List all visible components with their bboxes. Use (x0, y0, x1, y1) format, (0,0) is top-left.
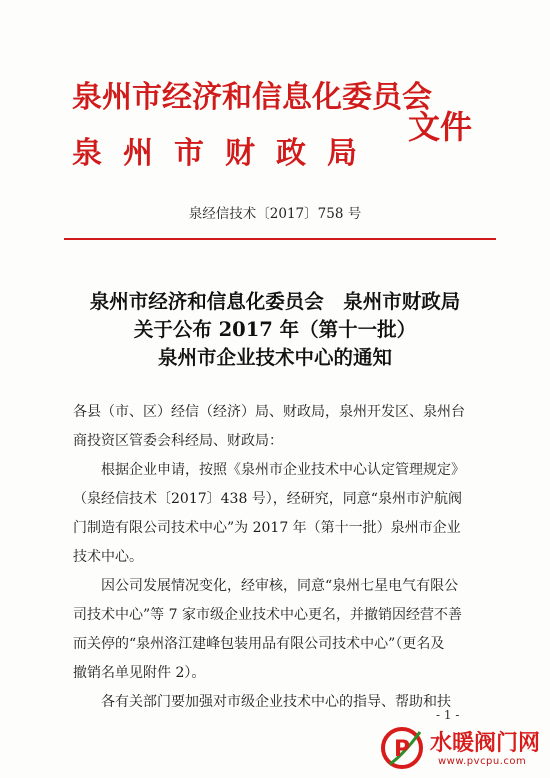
body-line: 各有关部门要加强对市级企业技术中心的指导、帮助和扶 (101, 694, 451, 710)
site-watermark (380, 722, 548, 774)
watermark-site-url: www.pvcpu.com (438, 756, 527, 767)
body-line: 门制造有限公司技术中心”为 2017 年（第十一批）泉州市企业 (73, 520, 461, 536)
body-line: （泉经信技术〔2017〕438 号），经研究，同意“泉州市沪航阀 (73, 491, 462, 507)
body-line: 各县（市、区）经信（经济）局、财政局，泉州开发区、泉州台 (73, 404, 465, 420)
body-line: 技术中心。 (73, 549, 143, 565)
body-line: 撤销名单见附件 2）。 (73, 665, 206, 681)
notice-title-line-1: 泉州市经济和信息化委员会 泉州市财政局 (89, 290, 461, 313)
body-line: 而关停的“泉州洛江建峰包装用品有限公司技术中心”（更名及 (73, 636, 445, 652)
issuer-name-1: 泉州市经济和信息化委员会 (72, 80, 432, 115)
notice-title-line-2: 关于公布 2017 年（第十一批） (133, 318, 417, 341)
body-line: 商投资区管委会科经局、财政局： (73, 433, 283, 449)
document-suffix: 文件 (408, 108, 473, 146)
document-number: 泉经信技术〔2017〕758 号 (188, 206, 362, 222)
issuer-name-2: 泉州市财政局 (72, 136, 378, 171)
body-line: 根据企业申请，按照《泉州市企业技术中心认定管理规定》 (101, 462, 465, 478)
pvcpu-logo-icon (380, 724, 428, 772)
logo-letter: P (394, 737, 411, 762)
body-line: 因公司发展情况变化，经审核，同意“泉州七星电气有限公 (101, 578, 459, 594)
red-divider-line (64, 238, 496, 240)
notice-title-line-3: 泉州市企业技术中心的通知 (157, 346, 392, 369)
watermark-site-name: 水暖阀门网 (430, 731, 541, 756)
page-number: - 1 - (436, 708, 460, 722)
body-line: 司技术中心”等 7 家市级企业技术中心更名，并撤销因经营不善 (73, 607, 462, 623)
